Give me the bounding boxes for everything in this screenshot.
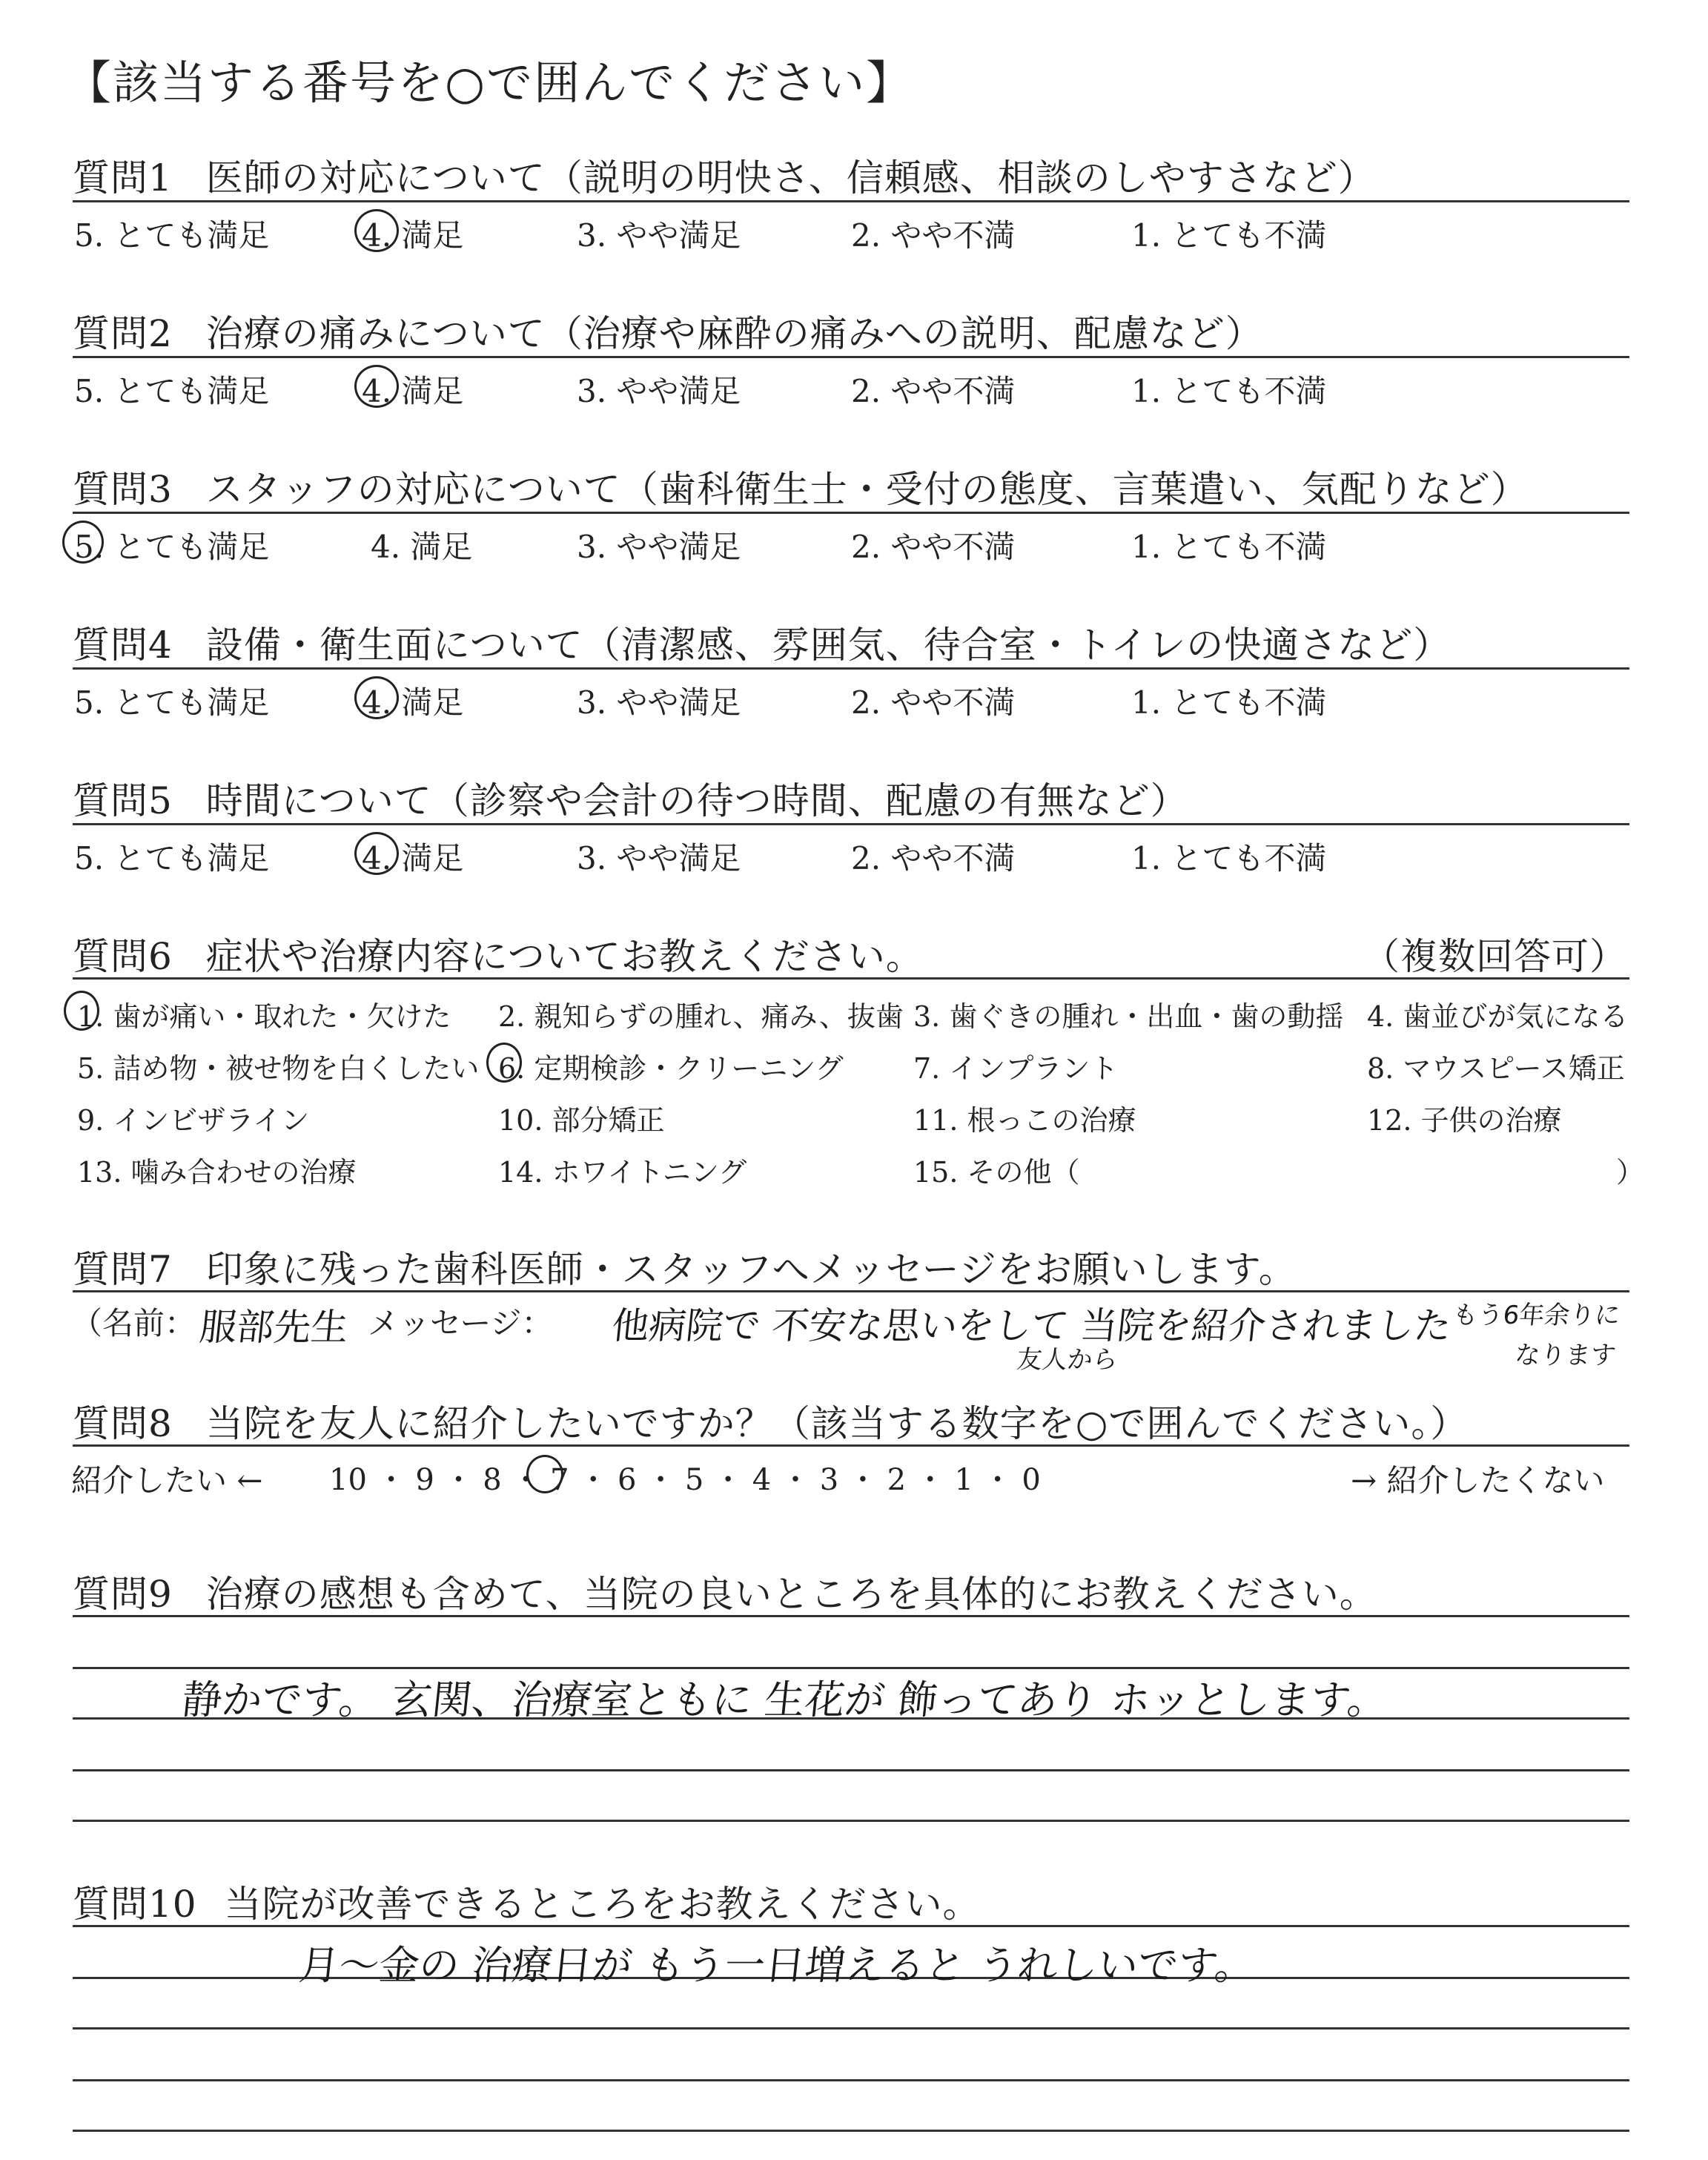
recommend-scale: 10 ・ 9 ・ 8 ・ 7 ・ 6 ・ 5 ・ 4 ・ 3 ・ 2 ・ 1 ・ 0 bbox=[329, 1463, 1041, 1497]
recommend-right-label: → 紹介したくない bbox=[1351, 1462, 1605, 1499]
q4-option-4[interactable]: 4. 満足 bbox=[362, 684, 464, 721]
selected-circle-mark bbox=[62, 521, 104, 564]
question-6 bbox=[73, 927, 924, 980]
multiple-answer-note: （複数回答可） bbox=[1363, 935, 1627, 978]
message-label: メッセージ： bbox=[368, 1305, 553, 1341]
q1-option-2[interactable]: 2. やや不満 bbox=[851, 217, 1016, 254]
answer-line bbox=[73, 1769, 1629, 1771]
question-label: 質問8 bbox=[73, 1402, 173, 1445]
q4-option-3[interactable]: 3. やや満足 bbox=[577, 684, 741, 721]
selected-circle-mark bbox=[354, 209, 399, 252]
q1-option-5[interactable]: 5. とても満足 bbox=[74, 217, 270, 254]
question-label: 質問6 bbox=[73, 935, 173, 978]
answer-line bbox=[73, 2079, 1629, 2081]
q5-option-5[interactable]: 5. とても満足 bbox=[74, 840, 270, 876]
selected-circle-mark bbox=[486, 1043, 522, 1083]
q6-option-9[interactable]: 9. インビザライン bbox=[77, 1104, 310, 1137]
q4-option-5[interactable]: 5. とても満足 bbox=[74, 684, 270, 721]
question-4 bbox=[73, 615, 1451, 669]
q6-option-8[interactable]: 8. マウスピース矯正 bbox=[1367, 1052, 1625, 1085]
name-label: （名前： bbox=[71, 1305, 196, 1341]
question-label: 質問1 bbox=[73, 156, 173, 199]
q3-option-5[interactable]: 5. とても満足 bbox=[74, 529, 270, 565]
q6-option-5[interactable]: 5. 詰め物・被せ物を白くしたい bbox=[77, 1052, 480, 1085]
q6-option-12[interactable]: 12. 子供の治療 bbox=[1367, 1104, 1562, 1137]
question-5 bbox=[73, 771, 1188, 825]
scale-8[interactable]: 8 bbox=[483, 1463, 502, 1497]
question-1 bbox=[73, 148, 1376, 202]
q6-option-3[interactable]: 3. 歯ぐきの腫れ・出血・歯の動揺 bbox=[913, 1000, 1344, 1033]
question-3 bbox=[73, 460, 1529, 513]
q6-option-1[interactable]: 1. 歯が痛い・取れた・欠けた bbox=[77, 1000, 451, 1033]
q2-option-4[interactable]: 4. 満足 bbox=[362, 373, 464, 409]
question-label: 質問5 bbox=[73, 779, 173, 822]
q5-option-3[interactable]: 3. やや満足 bbox=[577, 840, 741, 876]
q4-option-2[interactable]: 2. やや不満 bbox=[851, 684, 1016, 721]
answer-line bbox=[73, 2027, 1629, 2029]
q9-handwritten-answer: 静かです。 玄関、治療室ともに 生花が 飾ってあり ホッとします。 bbox=[179, 1677, 1390, 1723]
question-text: 印象に残った歯科医師・スタッフへメッセージをお願いします。 bbox=[205, 1248, 1297, 1291]
answer-line bbox=[73, 2130, 1629, 2132]
q6-option-15[interactable]: 15. その他（ bbox=[913, 1156, 1080, 1189]
q6-option-10[interactable]: 10. 部分矯正 bbox=[498, 1104, 665, 1137]
q3-option-3[interactable]: 3. やや満足 bbox=[577, 529, 741, 565]
answer-line bbox=[73, 1925, 1629, 1927]
question-text: 当院を友人に紹介したいですか？（該当する数字を○で囲んでください。） bbox=[205, 1402, 1469, 1445]
scale-3[interactable]: 3 bbox=[819, 1463, 839, 1497]
q6-other-close-paren: ） bbox=[1616, 1156, 1645, 1189]
scale-9[interactable]: 9 bbox=[415, 1463, 434, 1497]
selected-circle-mark bbox=[64, 991, 99, 1031]
question-text: 治療の痛みについて（治療や麻酔の痛みへの説明、配慮など） bbox=[205, 312, 1263, 355]
q6-option-2[interactable]: 2. 親知らずの腫れ、痛み、抜歯 bbox=[498, 1000, 904, 1033]
scale-5[interactable]: 5 bbox=[684, 1463, 704, 1497]
scale-4[interactable]: 4 bbox=[752, 1463, 772, 1497]
question-8 bbox=[73, 1394, 1468, 1447]
selected-circle-mark bbox=[354, 832, 399, 875]
q1-option-3[interactable]: 3. やや満足 bbox=[577, 217, 741, 254]
q1-option-4[interactable]: 4. 満足 bbox=[362, 217, 464, 254]
scale-1[interactable]: 1 bbox=[954, 1463, 973, 1497]
selected-circle-mark bbox=[354, 365, 399, 408]
divider bbox=[73, 667, 1629, 670]
q6-option-14[interactable]: 14. ホワイトニング bbox=[498, 1156, 747, 1189]
question-text: 当院が改善できるところをお教えください。 bbox=[224, 1883, 981, 1926]
q2-option-2[interactable]: 2. やや不満 bbox=[851, 373, 1016, 409]
question-label: 質問10 bbox=[73, 1883, 197, 1926]
answer-line bbox=[73, 1615, 1629, 1617]
question-text: スタッフの対応について（歯科衛生士・受付の態度、言葉遣い、気配りなど） bbox=[205, 468, 1529, 511]
question-text: 医師の対応について（説明の明快さ、信頼感、相談のしやすさなど） bbox=[205, 156, 1376, 199]
scale-6[interactable]: 6 bbox=[618, 1463, 637, 1497]
question-label: 質問2 bbox=[73, 312, 173, 355]
name-handwritten: 服部先生 bbox=[197, 1306, 351, 1349]
question-label: 質問3 bbox=[73, 468, 173, 511]
selected-circle-mark bbox=[526, 1455, 563, 1493]
q5-option-4[interactable]: 4. 満足 bbox=[362, 840, 464, 876]
divider bbox=[73, 977, 1629, 980]
divider bbox=[73, 200, 1629, 202]
page-title: 【該当する番号を○で囲んでください】 bbox=[65, 56, 914, 110]
divider bbox=[73, 1444, 1629, 1447]
q2-option-1[interactable]: 1. とても不満 bbox=[1131, 373, 1327, 409]
divider bbox=[73, 1290, 1629, 1292]
q3-option-2[interactable]: 2. やや不満 bbox=[851, 529, 1016, 565]
question-text: 設備・衛生面について（清潔感、雰囲気、待合室・トイレの快適さなど） bbox=[205, 624, 1452, 667]
recommend-left-label: 紹介したい ← bbox=[71, 1462, 263, 1499]
q5-option-1[interactable]: 1. とても不満 bbox=[1131, 840, 1327, 876]
q10-handwritten-answer: 月〜金の 治療日が もう一日増えると うれしいです。 bbox=[297, 1942, 1258, 1989]
question-label: 質問7 bbox=[73, 1248, 173, 1291]
divider bbox=[73, 356, 1629, 358]
divider bbox=[73, 823, 1629, 825]
answer-line bbox=[73, 1820, 1629, 1822]
q2-option-5[interactable]: 5. とても満足 bbox=[74, 373, 270, 409]
question-7 bbox=[73, 1240, 1297, 1293]
scale-7[interactable]: 7 bbox=[550, 1463, 569, 1497]
q6-option-6[interactable]: 6. 定期検診・クリーニング bbox=[498, 1052, 844, 1085]
q4-option-1[interactable]: 1. とても不満 bbox=[1131, 684, 1327, 721]
q6-option-7[interactable]: 7. インプラント bbox=[913, 1052, 1119, 1085]
message-extra-handwritten-2: なります bbox=[1513, 1341, 1618, 1370]
question-9 bbox=[73, 1565, 1377, 1618]
q3-option-1[interactable]: 1. とても不満 bbox=[1131, 529, 1327, 565]
message-handwritten: 他病院で 不安な思いをして 当院を紹介されました bbox=[609, 1304, 1454, 1347]
selected-circle-mark bbox=[354, 676, 399, 719]
message-insert-handwritten: 友人から bbox=[1015, 1345, 1119, 1375]
divider bbox=[73, 512, 1629, 514]
question-text: 時間について（診察や会計の待つ時間、配慮の有無など） bbox=[205, 779, 1188, 822]
scale-0[interactable]: 0 bbox=[1022, 1463, 1041, 1497]
question-label: 質問4 bbox=[73, 624, 173, 667]
question-label: 質問9 bbox=[73, 1573, 173, 1616]
scale-10[interactable]: 10 bbox=[329, 1463, 367, 1497]
question-text: 治療の感想も含めて、当院の良いところを具体的にお教えください。 bbox=[205, 1573, 1377, 1616]
question-10 bbox=[73, 1875, 981, 1928]
q3-option-4[interactable]: 4. 満足 bbox=[371, 529, 473, 565]
q5-option-2[interactable]: 2. やや不満 bbox=[851, 840, 1016, 876]
q2-option-3[interactable]: 3. やや満足 bbox=[577, 373, 741, 409]
q6-option-11[interactable]: 11. 根っこの治療 bbox=[913, 1104, 1136, 1137]
question-2 bbox=[73, 304, 1263, 357]
q6-option-13[interactable]: 13. 噛み合わせの治療 bbox=[77, 1156, 357, 1189]
q1-option-1[interactable]: 1. とても不満 bbox=[1131, 217, 1327, 254]
q6-option-4[interactable]: 4. 歯並びが気になる bbox=[1367, 1000, 1629, 1033]
scale-2[interactable]: 2 bbox=[887, 1463, 907, 1497]
question-text: 症状や治療内容についてお教えください。 bbox=[205, 935, 924, 978]
message-extra-handwritten-1: もう6年余りに bbox=[1451, 1301, 1622, 1330]
